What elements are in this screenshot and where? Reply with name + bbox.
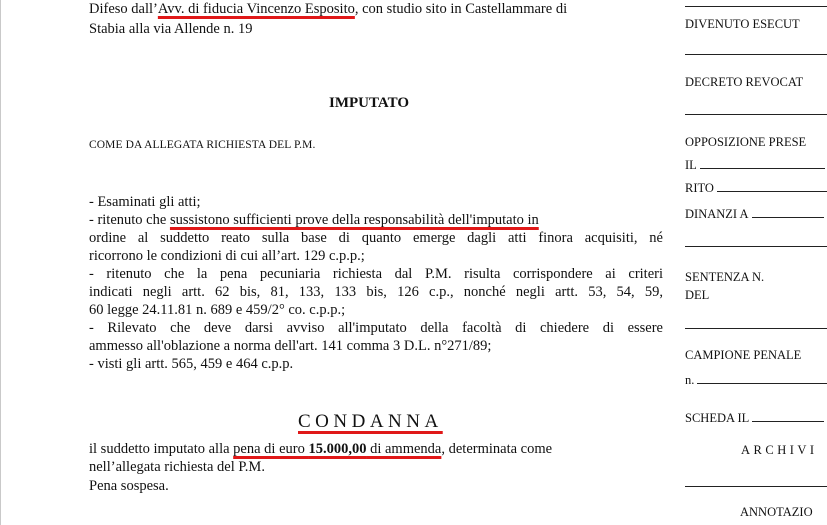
ritenuto-prefix: - ritenuto che [89,212,170,228]
imputato-heading: IMPUTATO [329,95,410,111]
divenuto-label: DIVENUTO ESECUT [685,17,800,31]
visti-line: - visti gli artt. 565, 459 e 464 c.p.p. [89,356,294,372]
sentence-line-1 [89,440,552,458]
scheda-field [685,411,824,426]
rule-line [685,54,827,55]
archivi-label: ARCHIVI [741,443,818,457]
rule-line [685,328,827,329]
allegata-line: COME DA ALLEGATA RICHIESTA DEL P.M. [89,139,316,151]
annotazio-label: ANNOTAZIO [740,505,813,519]
esaminati-line: - Esaminati gli atti; [89,194,201,210]
defense-suffix: , con studio sito in Castellammare di [354,1,568,17]
campione-n-label: n. [685,373,695,387]
rilevato-line-1: - Rilevato che deve darsi avviso all'imputato della facoltà di chiedere di essere [89,320,663,336]
scheda-label: SCHEDA IL [685,411,750,425]
rule-line [685,246,827,247]
rule-line [685,6,827,7]
del-label: DEL [685,288,710,302]
decreto-label: DECRETO REVOCAT [685,75,804,89]
ritenuto-highlight: sussistono sufficienti prove della responsabilità dell'imputato in [169,212,539,228]
rule-line [685,486,827,487]
il-field [685,158,825,173]
sentenza-label: SENTENZA N. [685,270,765,284]
defense-lawyer-name: Avv. di fiducia Vincenzo Esposito [157,1,355,17]
defense-line-2: Stabia alla via Allende n. 19 [89,21,253,37]
campione-n-blank [697,373,827,384]
fine-amount: 15.000,00 [308,441,367,457]
dinanzi-field [685,207,824,222]
defense-line-1 [89,0,567,18]
dinanzi-blank [752,207,824,218]
pena-sospesa-line: Pena sospesa. [89,478,169,494]
rilevato-line-2: ammesso all'oblazione a norma dell'art. 141 comma 3 D.L. n°271/89; [89,338,492,354]
rule-line [685,114,827,115]
ritenuto-line-1 [89,211,539,229]
il-blank [700,158,825,169]
sentence-hl-prefix: pena di euro [233,441,309,457]
ritenuto-line-3: ricorrono le condizioni di cui all’art. 129 c.p.p.; [89,248,365,264]
campione-n-field [685,373,827,388]
sentence-suffix: , determinata come [441,441,553,457]
pena-line-2: indicati negli artt. 62 bis, 81, 133, 133 bis, 126 c.p., nonché negli artt. 53, 54, 59, [89,284,663,300]
condanna-heading: CONDANNA [298,411,443,432]
sentence-hl-suffix: di ammenda [366,441,442,457]
pena-line-3: 60 legge 24.11.81 n. 689 e 459/2° co. c.p.p.; [89,302,346,318]
dinanzi-label: DINANZI A [685,207,749,221]
rito-blank [717,181,827,192]
scheda-blank [752,411,824,422]
sentence-highlight [233,441,441,457]
rito-field [685,181,827,196]
registry-margin [668,0,827,525]
defense-prefix: Difeso dall’ [89,1,158,17]
rito-label: RITO [685,181,714,195]
pena-line-1: - ritenuto che la pena pecuniaria richiesta dal P.M. risulta corrispondere ai criteri [89,266,663,282]
ritenuto-line-2: ordine al suddetto reato sulla base di quanto emerge dagli atti finora acquisiti, né [89,230,663,246]
campione-label: CAMPIONE PENALE [685,348,802,362]
sentence-prefix: il suddetto imputato alla [89,441,234,457]
opposizione-label: OPPOSIZIONE PRESE [685,135,807,149]
il-label: IL [685,158,697,172]
sentence-line-2: nell’allegata richiesta del P.M. [89,459,265,475]
